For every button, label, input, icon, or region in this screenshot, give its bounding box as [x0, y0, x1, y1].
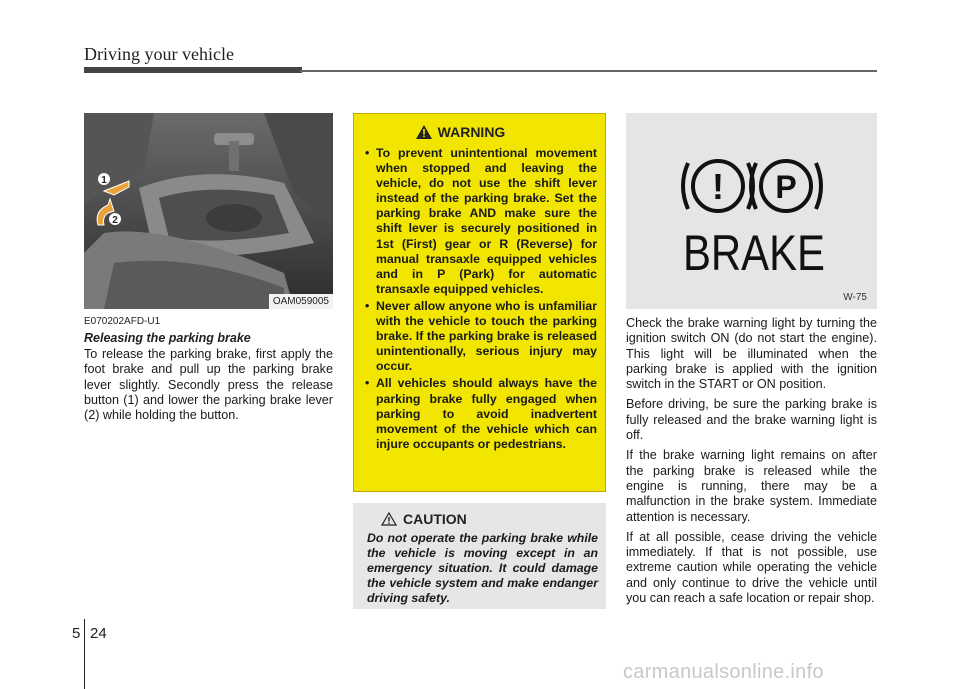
- header-rule-thick: [84, 67, 302, 73]
- paragraph: If at all possible, cease driving the vehicle immediately. If that is not possible, use extreme caution while operating the vehicle and only continue to drive the vehicle until you can reach a safe location or repair shop.: [626, 529, 877, 606]
- warning-box: [353, 113, 606, 492]
- warning-list: [364, 146, 597, 452]
- warning-triangle-icon: [416, 125, 432, 139]
- page-number: 24: [90, 625, 107, 642]
- page-header-title: Driving your vehicle: [84, 44, 234, 64]
- reference-code: E070202AFD-U1: [84, 316, 161, 327]
- indicator-park: P: [775, 169, 797, 205]
- watermark-text: carmanualsonline.info: [623, 661, 824, 683]
- caution-header: [381, 511, 598, 527]
- warning-header: [324, 124, 597, 140]
- paragraph: Before driving, be sure the parking brake is fully released and the brake warning light is off.: [626, 397, 877, 443]
- warning-item: • All vehicles should always have the parking brake fully engaged when parking to avoid inadvertent movement of the vehicle which can injure occupants or pedestrians.: [364, 376, 597, 451]
- warning-item: • To prevent unintentional movement when stopped and leaving the vehicle, do not use the shift lever instead of the parking brake. Set the parking brake AND make sure the shift lever is securely positioned in 1st (First) gear or R (Reverse) for manual transaxle equipped vehicles and in P (Park) for automatic transaxle equipped vehicles.: [364, 146, 597, 297]
- paragraph: If the brake warning light remains on after the parking brake is released while the engine is running, there may be a malfunction in the brake system. Immediate attention is necessary.: [626, 448, 877, 524]
- caution-title: CAUTION: [403, 511, 467, 527]
- brake-light-text: [626, 316, 877, 611]
- parking-brake-photo: [84, 113, 333, 309]
- release-instructions: To release the parking brake, first apply the foot brake and pull up the parking brake lever slightly. Secondly press the release button (1) and lower the parking brake lever (2) while holding the button.: [84, 347, 333, 423]
- indicator-code: W-75: [843, 292, 867, 303]
- chapter-number: 5: [72, 625, 81, 642]
- warning-title: WARNING: [437, 124, 506, 140]
- photo-callout-2: 2: [112, 215, 118, 226]
- photo-callout-1: 1: [101, 175, 107, 186]
- caution-text: Do not operate the parking brake while the vehicle is moving except in an emergency situation. It could damage the vehicle system and make endanger driving safety.: [367, 531, 598, 606]
- section-subheading: Releasing the parking brake: [84, 331, 251, 345]
- photo-code: OAM059005: [269, 294, 333, 309]
- caution-triangle-icon: [381, 512, 397, 526]
- indicator-brake-word: BRAKE: [683, 225, 825, 281]
- indicator-exclaim: !: [712, 166, 724, 207]
- paragraph: Check the brake warning light by turning the ignition switch ON (do not start the engine). This light will be illuminated when the parking brake is applied with the ignition switch in the START or ON position.: [626, 316, 877, 392]
- caution-box: [353, 503, 606, 609]
- header-rule-thin: [300, 70, 877, 72]
- brake-warning-indicator: [626, 113, 877, 309]
- footer-divider: [84, 619, 85, 689]
- warning-item: • Never allow anyone who is unfamiliar with the vehicle to touch the parking brake. If the parking brake is released unintentionally, serious injury may occur.: [364, 299, 597, 374]
